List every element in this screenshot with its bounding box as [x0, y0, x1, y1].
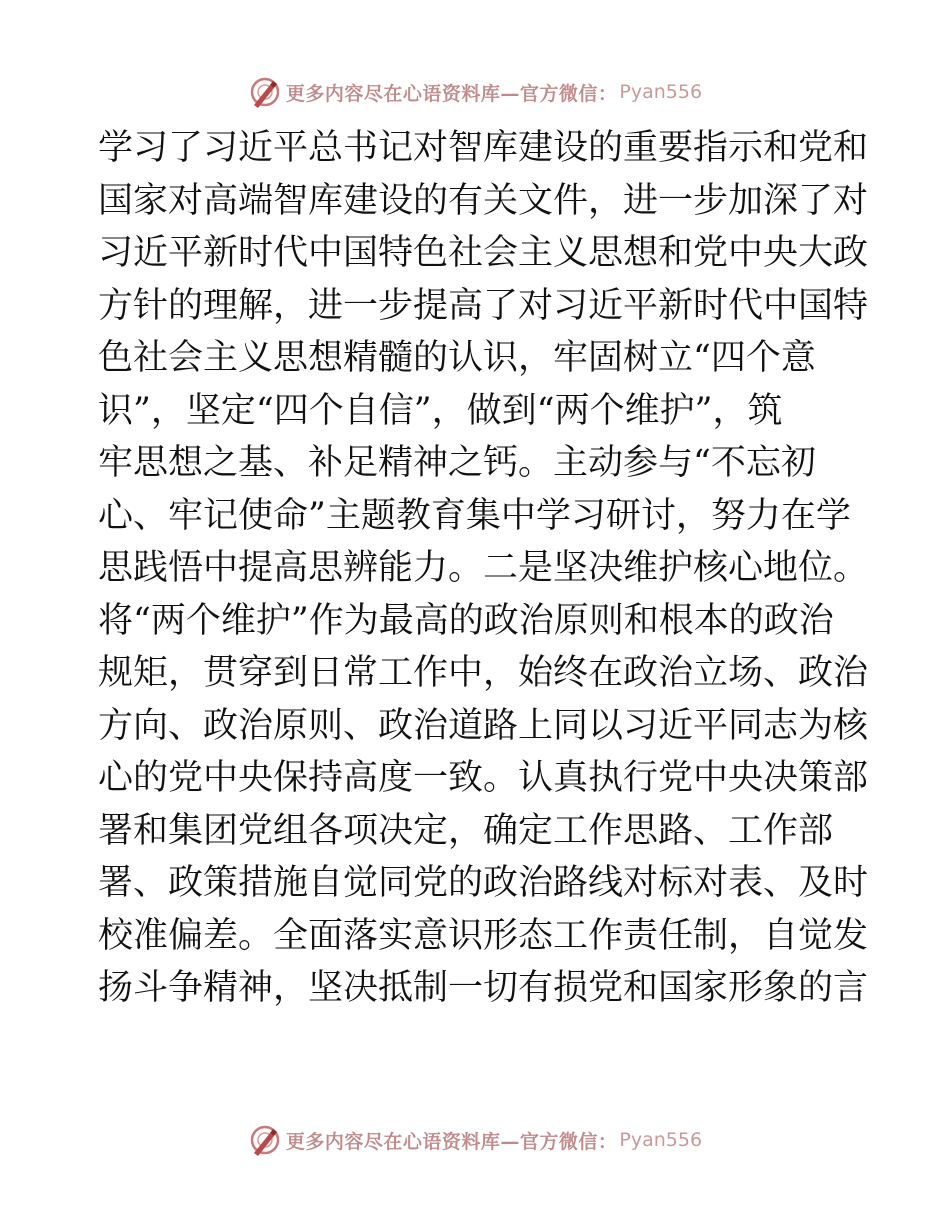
body-line: 学习了习近平总书记对智库建设的重要指示和党和: [98, 128, 869, 168]
body-line: 署、政策措施自觉同党的政治路线对标对表、及时: [98, 863, 869, 903]
body-line: 将“两个维护”作为最高的政治原则和根本的政治: [98, 600, 834, 641]
body-line: 扬斗争精神，坚决抵制一切有损党和国家形象的言: [98, 968, 869, 1008]
body-line: 规矩，贯穿到日常工作中，始终在政治立场、政治: [98, 653, 869, 693]
body-line: 色社会主义思想精髓的认识，牢固树立“四个意: [98, 338, 816, 378]
body-line: 心的党中央保持高度一致。认真执行党中央决策部: [98, 758, 869, 798]
red-pen-logo-icon: [248, 1123, 282, 1157]
body-line: 习近平新时代中国特色社会主义思想和党中央大政: [98, 233, 869, 273]
banner-text: 更多内容尽在心语资料库—官方微信：: [285, 82, 618, 105]
body-line: 心、牢记使命”主题教育集中学习研讨，努力在学: [98, 495, 851, 536]
banner-wechat-account: Pyan556: [619, 81, 703, 103]
document-body: [98, 122, 869, 1015]
body-line: 牢思想之基、补足精神之钙。主动参与“不忘初: [98, 443, 816, 483]
red-pen-logo-icon: [248, 75, 282, 109]
body-line: 识”，坚定“四个自信”，做到“两个维护”，筑: [98, 390, 783, 431]
header-banner: [0, 72, 950, 112]
body-line: 国家对高端智库建设的有关文件，进一步加深了对: [98, 180, 869, 221]
body-line: 思践悟中提高思辨能力。二是坚决维护核心地位。: [98, 548, 869, 588]
body-line: 署和集团党组各项决定，确定工作思路、工作部: [98, 810, 834, 851]
body-line: 校准偏差。全面落实意识形态工作责任制，自觉发: [98, 915, 869, 956]
banner-wechat-account: Pyan556: [619, 1129, 703, 1151]
banner-text: 更多内容尽在心语资料库—官方微信：: [285, 1130, 618, 1153]
body-line: 方向、政治原则、政治道路上同以习近平同志为核: [98, 705, 869, 746]
footer-banner: [0, 1120, 950, 1160]
body-line: 方针的理解，进一步提高了对习近平新时代中国特: [98, 285, 869, 326]
